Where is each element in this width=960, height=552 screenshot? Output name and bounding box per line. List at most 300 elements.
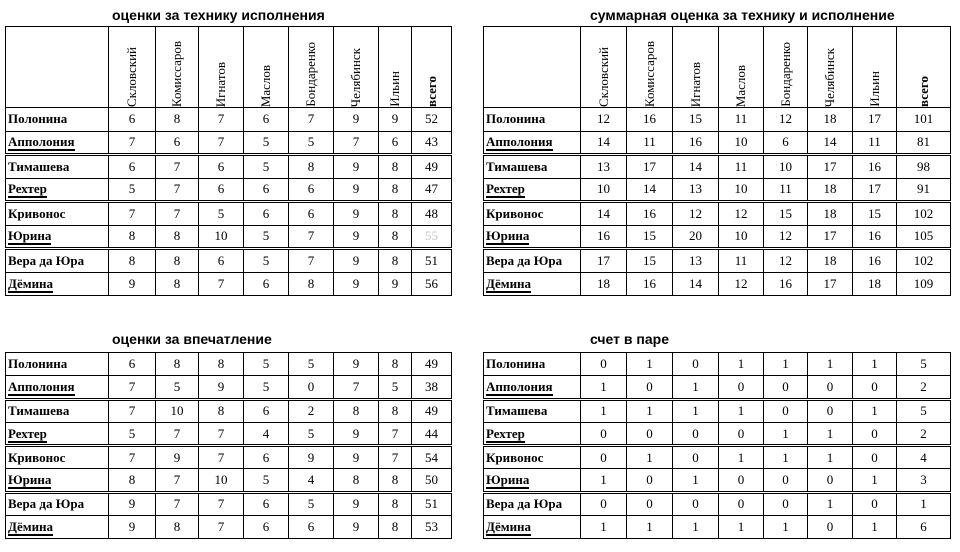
total-cell: 47: [412, 178, 452, 202]
score-cell: 9: [334, 492, 379, 515]
participant-name: [484, 225, 581, 249]
score-cell: 9: [334, 108, 379, 132]
column-header: [109, 27, 156, 108]
score-cell: 9: [289, 446, 334, 469]
total-cell: 6: [897, 516, 951, 539]
participant-name-text: Полонина: [8, 356, 68, 372]
score-cell: 6: [379, 131, 412, 155]
score-cell: 8: [379, 178, 412, 202]
score-cell: 5: [156, 376, 199, 399]
score-cell: 1: [764, 516, 808, 539]
participant-name-text: Рехтер: [8, 181, 47, 197]
score-cell: 7: [199, 108, 244, 132]
impression-table: [5, 352, 452, 539]
score-cell: 6: [244, 108, 289, 132]
score-cell: 1: [581, 399, 627, 422]
total-cell: 3: [897, 469, 951, 492]
score-cell: 0: [581, 353, 627, 376]
participant-name-text: Рехтер: [486, 181, 525, 197]
score-cell: 12: [719, 202, 764, 226]
total-cell: 5: [897, 399, 951, 422]
score-cell: 2: [289, 399, 334, 422]
score-cell: 8: [156, 249, 199, 273]
score-cell: 1: [853, 469, 897, 492]
score-cell: 0: [673, 446, 719, 469]
participant-name: [484, 178, 581, 202]
participant-name: [6, 516, 109, 539]
participant-name-text: Рехтер: [486, 425, 525, 441]
column-header-label: Бондаренко: [303, 42, 318, 107]
table-row: [6, 155, 452, 179]
score-cell: 8: [379, 202, 412, 226]
score-cell: 6: [244, 446, 289, 469]
table-row: [6, 225, 452, 249]
total-cell: 102: [897, 202, 951, 226]
score-cell: 5: [109, 422, 156, 445]
participant-name: [484, 422, 581, 445]
score-cell: 1: [764, 446, 808, 469]
score-cell: 8: [334, 469, 379, 492]
score-cell: 17: [627, 155, 673, 179]
score-cell: 1: [808, 446, 853, 469]
table-row: [6, 422, 452, 445]
participant-name: [484, 131, 581, 155]
score-cell: 1: [808, 353, 853, 376]
score-cell: 0: [627, 376, 673, 399]
score-cell: 7: [199, 492, 244, 515]
score-cell: 1: [719, 353, 764, 376]
score-cell: 18: [808, 178, 853, 202]
score-cell: 1: [673, 516, 719, 539]
score-cell: 16: [627, 108, 673, 132]
participant-name: [6, 131, 109, 155]
column-header: [897, 27, 951, 108]
score-cell: 7: [199, 446, 244, 469]
score-cell: 7: [156, 155, 199, 179]
participant-name-text: Полонина: [486, 356, 546, 372]
table-row: [6, 202, 452, 226]
score-cell: 9: [334, 249, 379, 273]
participant-name: [484, 446, 581, 469]
score-cell: 9: [109, 492, 156, 515]
score-cell: 8: [334, 399, 379, 422]
total-cell: 5: [897, 353, 951, 376]
participant-name-text: Апполония: [8, 378, 75, 394]
score-cell: 0: [808, 376, 853, 399]
participant-name: [6, 399, 109, 422]
score-cell: 8: [289, 155, 334, 179]
participant-name-text: Юрина: [8, 228, 52, 244]
score-cell: 0: [719, 422, 764, 445]
score-cell: 5: [289, 492, 334, 515]
participant-name: [6, 272, 109, 296]
score-cell: 6: [244, 399, 289, 422]
score-cell: 14: [581, 131, 627, 155]
column-header: [808, 27, 853, 108]
score-cell: 10: [719, 131, 764, 155]
score-cell: 13: [673, 178, 719, 202]
score-cell: 11: [853, 131, 897, 155]
score-cell: 4: [289, 469, 334, 492]
score-cell: 5: [289, 353, 334, 376]
score-cell: 8: [379, 155, 412, 179]
participant-name-text: Кривонос: [486, 205, 544, 221]
score-cell: 17: [581, 249, 627, 273]
score-cell: 9: [334, 225, 379, 249]
score-cell: 7: [109, 446, 156, 469]
score-cell: 10: [199, 225, 244, 249]
table-row: [6, 516, 452, 539]
score-cell: 7: [199, 131, 244, 155]
score-cell: 8: [379, 399, 412, 422]
score-cell: 14: [581, 202, 627, 226]
participant-name: [6, 155, 109, 179]
total-cell: 101: [897, 108, 951, 132]
score-cell: 12: [764, 249, 808, 273]
total-cell: 48: [412, 202, 452, 226]
technique-table: [5, 26, 452, 296]
score-cell: 6: [244, 178, 289, 202]
score-cell: 7: [109, 202, 156, 226]
column-header-label: Скловский: [124, 46, 139, 107]
participant-name: [6, 202, 109, 226]
column-header: [719, 27, 764, 108]
total-cell: 51: [412, 492, 452, 515]
participant-name-text: Вера да Юра: [8, 252, 85, 268]
score-cell: 6: [244, 272, 289, 296]
score-cell: 5: [244, 376, 289, 399]
participant-name-text: Полонина: [486, 111, 546, 127]
score-cell: 6: [109, 353, 156, 376]
score-cell: 12: [764, 225, 808, 249]
participant-name-text: Тимашева: [8, 403, 70, 419]
participant-name-text: Юрина: [8, 472, 52, 488]
score-cell: 9: [334, 516, 379, 539]
total-cell: 38: [412, 376, 452, 399]
participant-name: [6, 249, 109, 273]
score-cell: 0: [673, 353, 719, 376]
table-row: [484, 131, 951, 155]
score-cell: 17: [853, 178, 897, 202]
participant-name: [484, 202, 581, 226]
score-cell: 6: [244, 516, 289, 539]
score-cell: 5: [289, 422, 334, 445]
score-cell: 9: [379, 108, 412, 132]
column-header-label: Игнатов: [213, 61, 228, 107]
table-row: [484, 376, 951, 399]
score-cell: 8: [156, 353, 199, 376]
score-cell: 5: [244, 249, 289, 273]
score-cell: 10: [764, 155, 808, 179]
column-header: [156, 27, 199, 108]
score-cell: 14: [627, 178, 673, 202]
participant-name: [6, 422, 109, 445]
score-cell: 7: [334, 131, 379, 155]
score-cell: 16: [853, 225, 897, 249]
participant-name-text: Апполония: [486, 378, 553, 394]
score-cell: 10: [199, 469, 244, 492]
score-cell: 18: [808, 202, 853, 226]
score-cell: 1: [627, 516, 673, 539]
column-header: [853, 27, 897, 108]
score-cell: 5: [244, 225, 289, 249]
score-cell: 16: [853, 249, 897, 273]
score-cell: 12: [719, 272, 764, 296]
score-cell: 8: [379, 353, 412, 376]
total-cell: 43: [412, 131, 452, 155]
column-header-label: Комиссаров: [169, 40, 184, 107]
score-cell: 1: [808, 492, 853, 515]
table-row: [484, 272, 951, 296]
table-row: [484, 155, 951, 179]
score-cell: 15: [673, 108, 719, 132]
score-cell: 8: [379, 469, 412, 492]
score-cell: 10: [719, 178, 764, 202]
column-header: [334, 27, 379, 108]
total-cell: 109: [897, 272, 951, 296]
table-row: [484, 446, 951, 469]
total-cell: 53: [412, 516, 452, 539]
score-cell: 5: [289, 131, 334, 155]
total-cell: 51: [412, 249, 452, 273]
participant-name: [484, 155, 581, 179]
participant-name-text: Апполония: [8, 134, 75, 150]
table-row: [484, 108, 951, 132]
score-cell: 11: [719, 108, 764, 132]
table-row: [484, 249, 951, 273]
score-cell: 1: [853, 399, 897, 422]
participant-name-text: Рехтер: [8, 425, 47, 441]
score-cell: 0: [853, 376, 897, 399]
participant-name-text: Полонина: [8, 111, 68, 127]
score-cell: 9: [334, 353, 379, 376]
participant-name-text: Кривонос: [486, 449, 544, 465]
table-row: [6, 353, 452, 376]
column-header-label: Маслов: [258, 64, 273, 107]
total-cell: 91: [897, 178, 951, 202]
score-cell: 8: [379, 516, 412, 539]
score-cell: 7: [199, 516, 244, 539]
score-cell: 15: [627, 249, 673, 273]
score-cell: 9: [334, 155, 379, 179]
participant-name-text: Тимашева: [486, 158, 548, 174]
column-header: [379, 27, 412, 108]
score-cell: 16: [581, 225, 627, 249]
column-header: [412, 27, 452, 108]
score-cell: 9: [109, 516, 156, 539]
table-row: [484, 202, 951, 226]
score-cell: 1: [764, 422, 808, 445]
table-row: [484, 469, 951, 492]
total-cell: 2: [897, 422, 951, 445]
total-cell: 4: [897, 446, 951, 469]
total-cell: 49: [412, 399, 452, 422]
total-cell: 44: [412, 422, 452, 445]
score-cell: 0: [627, 469, 673, 492]
score-cell: 0: [808, 469, 853, 492]
score-cell: 9: [379, 272, 412, 296]
participant-name: [484, 353, 581, 376]
score-cell: 8: [156, 272, 199, 296]
header-row: [6, 27, 452, 108]
score-cell: 1: [719, 399, 764, 422]
score-cell: 8: [289, 272, 334, 296]
score-cell: 5: [244, 155, 289, 179]
score-cell: 6: [764, 131, 808, 155]
participant-name-text: Апполония: [486, 134, 553, 150]
score-cell: 5: [379, 376, 412, 399]
score-cell: 0: [289, 376, 334, 399]
score-cell: 9: [156, 446, 199, 469]
score-cell: 1: [627, 353, 673, 376]
total-cell: 2: [897, 376, 951, 399]
participant-name: [6, 108, 109, 132]
score-cell: 1: [673, 376, 719, 399]
column-header: [289, 27, 334, 108]
score-cell: 16: [627, 272, 673, 296]
participant-name-text: Тимашева: [8, 158, 70, 174]
participant-name: [6, 469, 109, 492]
participant-name: [6, 376, 109, 399]
score-cell: 12: [581, 108, 627, 132]
score-cell: 9: [334, 178, 379, 202]
table-row: [484, 178, 951, 202]
score-cell: 11: [627, 131, 673, 155]
score-cell: 17: [853, 108, 897, 132]
participant-name: [6, 225, 109, 249]
pair-table: [483, 352, 951, 539]
score-cell: 16: [673, 131, 719, 155]
column-header-label: Челябинск: [348, 47, 363, 107]
score-cell: 9: [109, 272, 156, 296]
score-cell: 6: [289, 516, 334, 539]
score-cell: 13: [581, 155, 627, 179]
participant-name: [6, 353, 109, 376]
table-row: [6, 399, 452, 422]
score-cell: 7: [289, 225, 334, 249]
score-cell: 0: [581, 446, 627, 469]
total-cell: 98: [897, 155, 951, 179]
participant-name: [484, 108, 581, 132]
participant-name: [484, 399, 581, 422]
sum-title: суммарная оценка за технику и исполнение: [590, 7, 895, 23]
score-cell: 15: [853, 202, 897, 226]
participant-name: [484, 272, 581, 296]
score-cell: 1: [719, 446, 764, 469]
participant-name: [484, 516, 581, 539]
score-cell: 7: [156, 178, 199, 202]
score-cell: 1: [673, 399, 719, 422]
table-row: [6, 272, 452, 296]
score-cell: 0: [764, 492, 808, 515]
score-cell: 5: [244, 353, 289, 376]
table-row: [6, 108, 452, 132]
score-cell: 6: [156, 131, 199, 155]
participant-name-text: Юрина: [486, 228, 530, 244]
score-cell: 7: [156, 422, 199, 445]
column-header: [673, 27, 719, 108]
column-header-label: Ильин: [387, 71, 402, 107]
score-cell: 16: [627, 202, 673, 226]
score-cell: 1: [673, 469, 719, 492]
total-cell: 54: [412, 446, 452, 469]
score-cell: 7: [379, 446, 412, 469]
score-cell: 1: [719, 516, 764, 539]
corner-cell: [484, 27, 581, 108]
score-cell: 0: [673, 492, 719, 515]
score-cell: 17: [808, 225, 853, 249]
score-cell: 9: [199, 376, 244, 399]
score-cell: 16: [764, 272, 808, 296]
total-cell: 81: [897, 131, 951, 155]
score-cell: 0: [581, 422, 627, 445]
total-cell: 49: [412, 353, 452, 376]
score-cell: 6: [109, 155, 156, 179]
score-cell: 15: [627, 225, 673, 249]
column-header-label: Маслов: [733, 64, 748, 107]
score-cell: 1: [581, 376, 627, 399]
score-cell: 0: [808, 399, 853, 422]
score-cell: 12: [764, 108, 808, 132]
score-cell: 7: [109, 376, 156, 399]
score-cell: 5: [109, 178, 156, 202]
corner-cell: [6, 27, 109, 108]
column-header-label: всего: [423, 76, 439, 107]
score-cell: 14: [673, 272, 719, 296]
score-cell: 7: [199, 422, 244, 445]
table-row: [484, 516, 951, 539]
column-header-label: Игнатов: [687, 61, 703, 107]
participant-name: [484, 469, 581, 492]
score-cell: 8: [199, 399, 244, 422]
score-cell: 13: [673, 249, 719, 273]
score-cell: 1: [627, 446, 673, 469]
score-cell: 0: [627, 492, 673, 515]
score-cell: 10: [719, 225, 764, 249]
total-cell: 55: [412, 225, 452, 249]
column-header-label: Комиссаров: [641, 40, 657, 107]
score-cell: 5: [199, 202, 244, 226]
total-cell: 50: [412, 469, 452, 492]
score-cell: 5: [244, 469, 289, 492]
score-cell: 6: [244, 492, 289, 515]
score-cell: 1: [853, 516, 897, 539]
participant-name-text: Вера да Юра: [486, 496, 563, 512]
table-row: [6, 446, 452, 469]
score-cell: 8: [156, 516, 199, 539]
table-row: [484, 492, 951, 515]
column-header: [244, 27, 289, 108]
score-cell: 0: [719, 469, 764, 492]
score-cell: 7: [109, 399, 156, 422]
score-cell: 6: [199, 178, 244, 202]
participant-name-text: Тимашева: [486, 403, 548, 419]
score-cell: 6: [109, 108, 156, 132]
score-cell: 1: [581, 469, 627, 492]
score-cell: 18: [853, 272, 897, 296]
table-row: [6, 131, 452, 155]
score-cell: 1: [581, 516, 627, 539]
score-cell: 0: [853, 492, 897, 515]
participant-name: [6, 446, 109, 469]
score-cell: 0: [719, 492, 764, 515]
table-row: [484, 422, 951, 445]
score-cell: 18: [808, 249, 853, 273]
score-cell: 8: [379, 249, 412, 273]
participant-name: [484, 376, 581, 399]
score-cell: 11: [719, 155, 764, 179]
score-cell: 10: [156, 399, 199, 422]
